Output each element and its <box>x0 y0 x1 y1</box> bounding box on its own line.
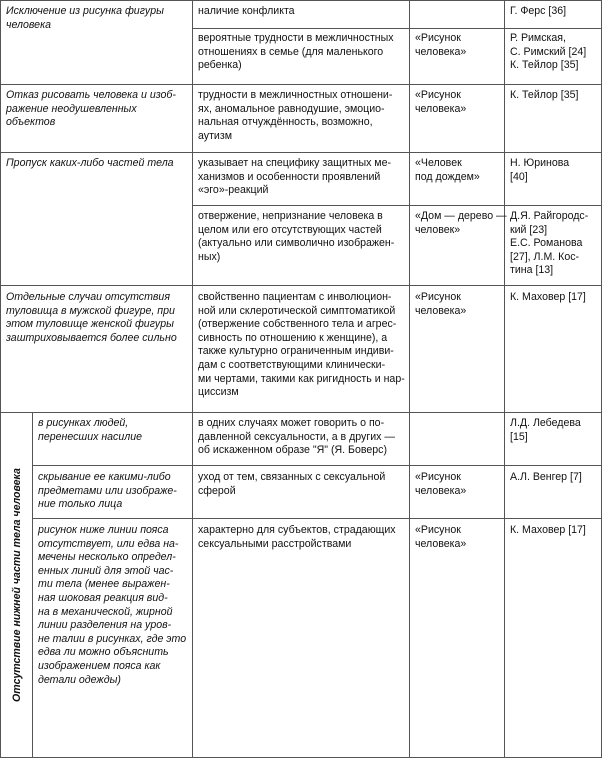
feature-cell: рисунок ниже линии пояса отсутствует, или едва на- мечены несколько определ- енных линий для этой час- ти тела (менее выражен- ная шоковая реакция вид- на в механической, жирной линии разделения на уров- не талии в рисунках, где это едва ли можно объяснить изображением пояса как детали одежды) <box>38 524 187 686</box>
interpretation-cell: трудности в межличностных отношени- ях, аномальное равнодушие, эмоцио- нальная отчуждённость, возможно, аутизм <box>198 89 393 142</box>
test-cell: «Рисунок человека» <box>415 291 467 317</box>
row-divider <box>32 465 602 466</box>
authors-cell: Л.Д. Лебедева [15] <box>510 417 581 443</box>
row-divider <box>0 0 602 1</box>
test-cell: «Рисунок человека» <box>415 89 467 115</box>
row-divider <box>0 412 602 413</box>
authors-cell: А.Л. Венгер [7] <box>510 471 582 483</box>
interpretation-cell: свойственно пациентам с инволюцион- ной или склеротической симптоматикой (отвержение собственного тела и агрес- сивность по отношению к женщине), а также культурно ограниченным индиви- дам с соответствующими клинически- ми чертами, такими как ригидность и нар- циссизм <box>198 291 405 399</box>
col-divider <box>192 0 193 758</box>
test-cell: «Человек под дождем» <box>415 157 480 183</box>
row-divider <box>0 152 602 153</box>
row-divider <box>0 285 602 286</box>
authors-cell: К. Тейлор [35] <box>510 89 579 101</box>
interpretation-cell: характерно для субъектов, страдающих сексуальными расстройствами <box>198 524 396 550</box>
authors-cell: Р. Римская, С. Римский [24] К. Тейлор [35] <box>510 32 587 72</box>
row-divider <box>192 28 602 29</box>
row-divider <box>192 205 602 206</box>
authors-cell: Н. Юринова [40] <box>510 157 570 183</box>
authors-cell: К. Маховер [17] <box>510 524 586 536</box>
row-divider <box>0 84 602 85</box>
authors-cell: К. Маховер [17] <box>510 291 586 303</box>
row-divider <box>32 518 602 519</box>
col-divider <box>409 0 410 758</box>
interpretation-cell: вероятные трудности в межличностных отношениях в семье (для маленького ребенка) <box>198 32 394 72</box>
feature-cell: скрывание ее какими-либо предметами или изображе- ние только лица <box>38 471 177 511</box>
feature-cell: Отказ рисовать человека и изоб- ражение неодушевленных объектов <box>6 89 176 129</box>
interpretation-cell: указывает на специфику защитных ме- ханизмов и особенности проявлений «эго»-реакций <box>198 157 392 197</box>
test-cell: «Рисунок человека» <box>415 524 467 550</box>
interpretation-cell: наличие конфликта <box>198 5 295 17</box>
authors-cell: Д.Я. Райгородс- кий [23] Е.С. Романова [27], Л.М. Кос- тина [13] <box>510 210 589 277</box>
interpretation-cell: в одних случаях может говорить о по- давленной сексуальности, а в других — об искаженном образе "Я" (Я. Боверс) <box>198 417 395 457</box>
col-divider <box>504 0 505 758</box>
feature-cell: в рисунках людей, перенесших насилие <box>38 417 142 443</box>
feature-cell: Отдельные случаи отсутствия туловища в мужской фигуре, при этом туловище женской фигуры заштриховывается более сильно <box>6 291 177 344</box>
feature-cell: Пропуск каких-либо частей тела <box>6 157 174 169</box>
col-divider <box>32 412 33 758</box>
interpretation-cell: уход от тем, связанных с сексуальной сферой <box>198 471 386 497</box>
feature-cell: Исключение из рисунка фигуры человека <box>6 5 164 31</box>
test-cell: «Рисунок человека» <box>415 471 467 497</box>
authors-cell: Г. Ферс [36] <box>510 5 567 17</box>
interpretation-cell: отвержение, непризнание человека в целом или его отсутствующих частей (актуально или символично изображен- ных) <box>198 210 395 263</box>
test-cell: «Дом — дерево — человек» <box>415 210 507 236</box>
test-cell: «Рисунок человека» <box>415 32 467 58</box>
group-vertical-label: Отсутствие нижней части тела человека <box>11 468 23 702</box>
col-divider <box>0 0 1 758</box>
